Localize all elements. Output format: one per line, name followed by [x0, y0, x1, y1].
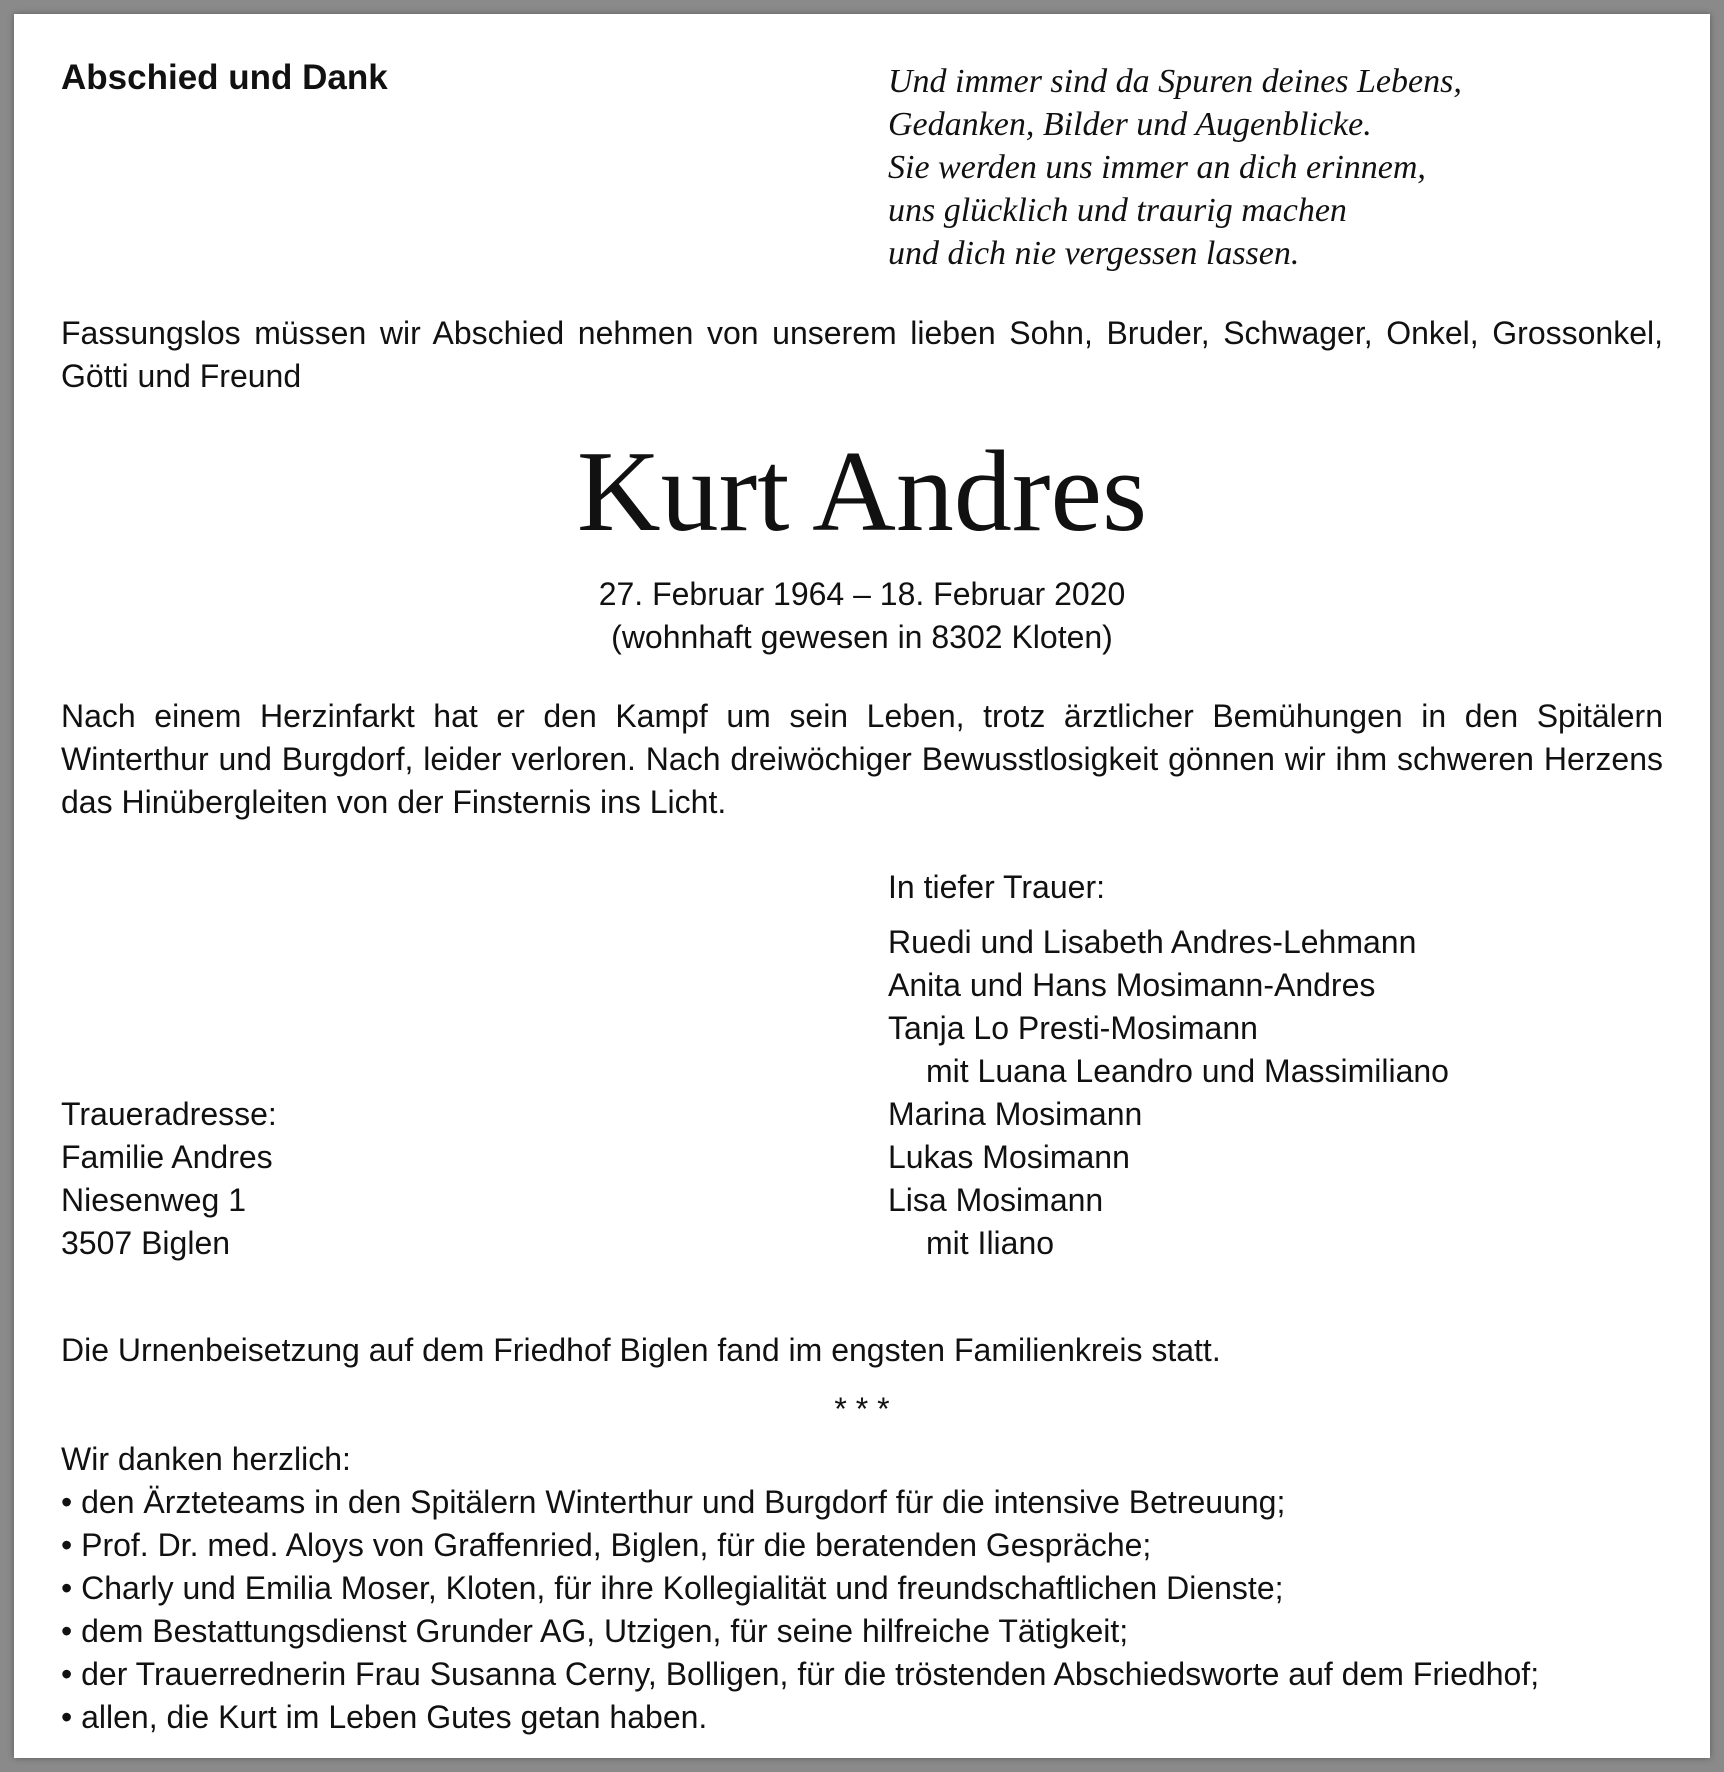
poem-line: Sie werden uns immer an dich erinnem, — [888, 149, 1426, 186]
thanks-label: Wir danken herzlich: — [61, 1441, 351, 1477]
mourner-name: Anita und Hans Mosimann-Andres — [888, 967, 1376, 1003]
poem-line: Und immer sind da Spuren deines Lebens, — [888, 63, 1462, 100]
mourner-name: Marina Mosimann — [888, 1096, 1143, 1132]
poem-line: uns glücklich und traurig machen — [888, 192, 1347, 229]
residence: (wohnhaft gewesen in 8302 Kloten) — [611, 619, 1113, 655]
list-item: • allen, die Kurt im Leben Gutes getan haben. — [61, 1696, 1539, 1739]
mourner-name: Tanja Lo Presti-Mosimann — [888, 1010, 1258, 1046]
poem-line: und dich nie vergessen lassen. — [888, 235, 1300, 272]
list-item: • Prof. Dr. med. Aloys von Graffenried, Biglen, für die beratenden Gespräche; — [61, 1524, 1539, 1567]
list-item: • den Ärzteteams in den Spitälern Winterthur und Burgdorf für die intensive Betreuung; — [61, 1481, 1539, 1524]
poem-line: Gedanken, Bilder und Augenblicke. — [888, 106, 1372, 143]
life-dates: 27. Februar 1964 – 18. Februar 2020 — [598, 576, 1126, 612]
poem — [888, 60, 1462, 275]
mourner-name: mit Luana Leandro und Massimiliano — [926, 1053, 1449, 1089]
mourners-label: In tiefer Trauer: — [888, 869, 1105, 905]
mourner-name: Lisa Mosimann — [888, 1182, 1104, 1218]
story-text: Nach einem Herzinfarkt hat er den Kampf um sein Leben, trotz ärztlicher Bemühungen in den Spitälern Winterthur und Burgdorf, leider verloren. Nach dreiwöchiger Bewusstlosigkeit gönnen wir ihm schweren Herzens das Hinübergleiten von der Finsternis ins Licht. — [61, 698, 1663, 820]
mourner-name: mit Iliano — [926, 1225, 1055, 1261]
address-line: 3507 Biglen — [61, 1225, 231, 1261]
list-item: • dem Bestattungsdienst Grunder AG, Utzigen, für seine hilfreiche Tätigkeit; — [61, 1610, 1539, 1653]
obituary-page — [14, 14, 1710, 1758]
list-item: • Charly und Emilia Moser, Kloten, für ihre Kollegialität und freundschaftlichen Dienste; — [61, 1567, 1539, 1610]
mourner-name: Ruedi und Lisabeth Andres-Lehmann — [888, 924, 1417, 960]
address-label: Traueradresse: — [61, 1096, 277, 1132]
heading: Abschied und Dank — [61, 58, 388, 97]
address-line: Niesenweg 1 — [61, 1182, 246, 1218]
burial-text: Die Urnenbeisetzung auf dem Friedhof Biglen fand im engsten Familienkreis statt. — [61, 1332, 1221, 1368]
mourner-name: Lukas Mosimann — [888, 1139, 1130, 1175]
thanks-list — [61, 1481, 1539, 1739]
mourners-block — [888, 866, 1449, 1265]
address-block — [61, 1093, 277, 1265]
intro-text: Fassungslos müssen wir Abschied nehmen von unserem lieben Sohn, Bruder, Schwager, Onkel, Grossonkel, Götti und Freund — [61, 315, 1663, 394]
separator: * * * — [834, 1391, 890, 1427]
list-item: • der Trauerrednerin Frau Susanna Cerny, Bolligen, für die tröstenden Abschiedsworte auf dem Friedhof; — [61, 1653, 1539, 1696]
address-line: Familie Andres — [61, 1139, 273, 1175]
deceased-name: Kurt Andres — [576, 428, 1148, 556]
thanks-block — [61, 1438, 1539, 1739]
